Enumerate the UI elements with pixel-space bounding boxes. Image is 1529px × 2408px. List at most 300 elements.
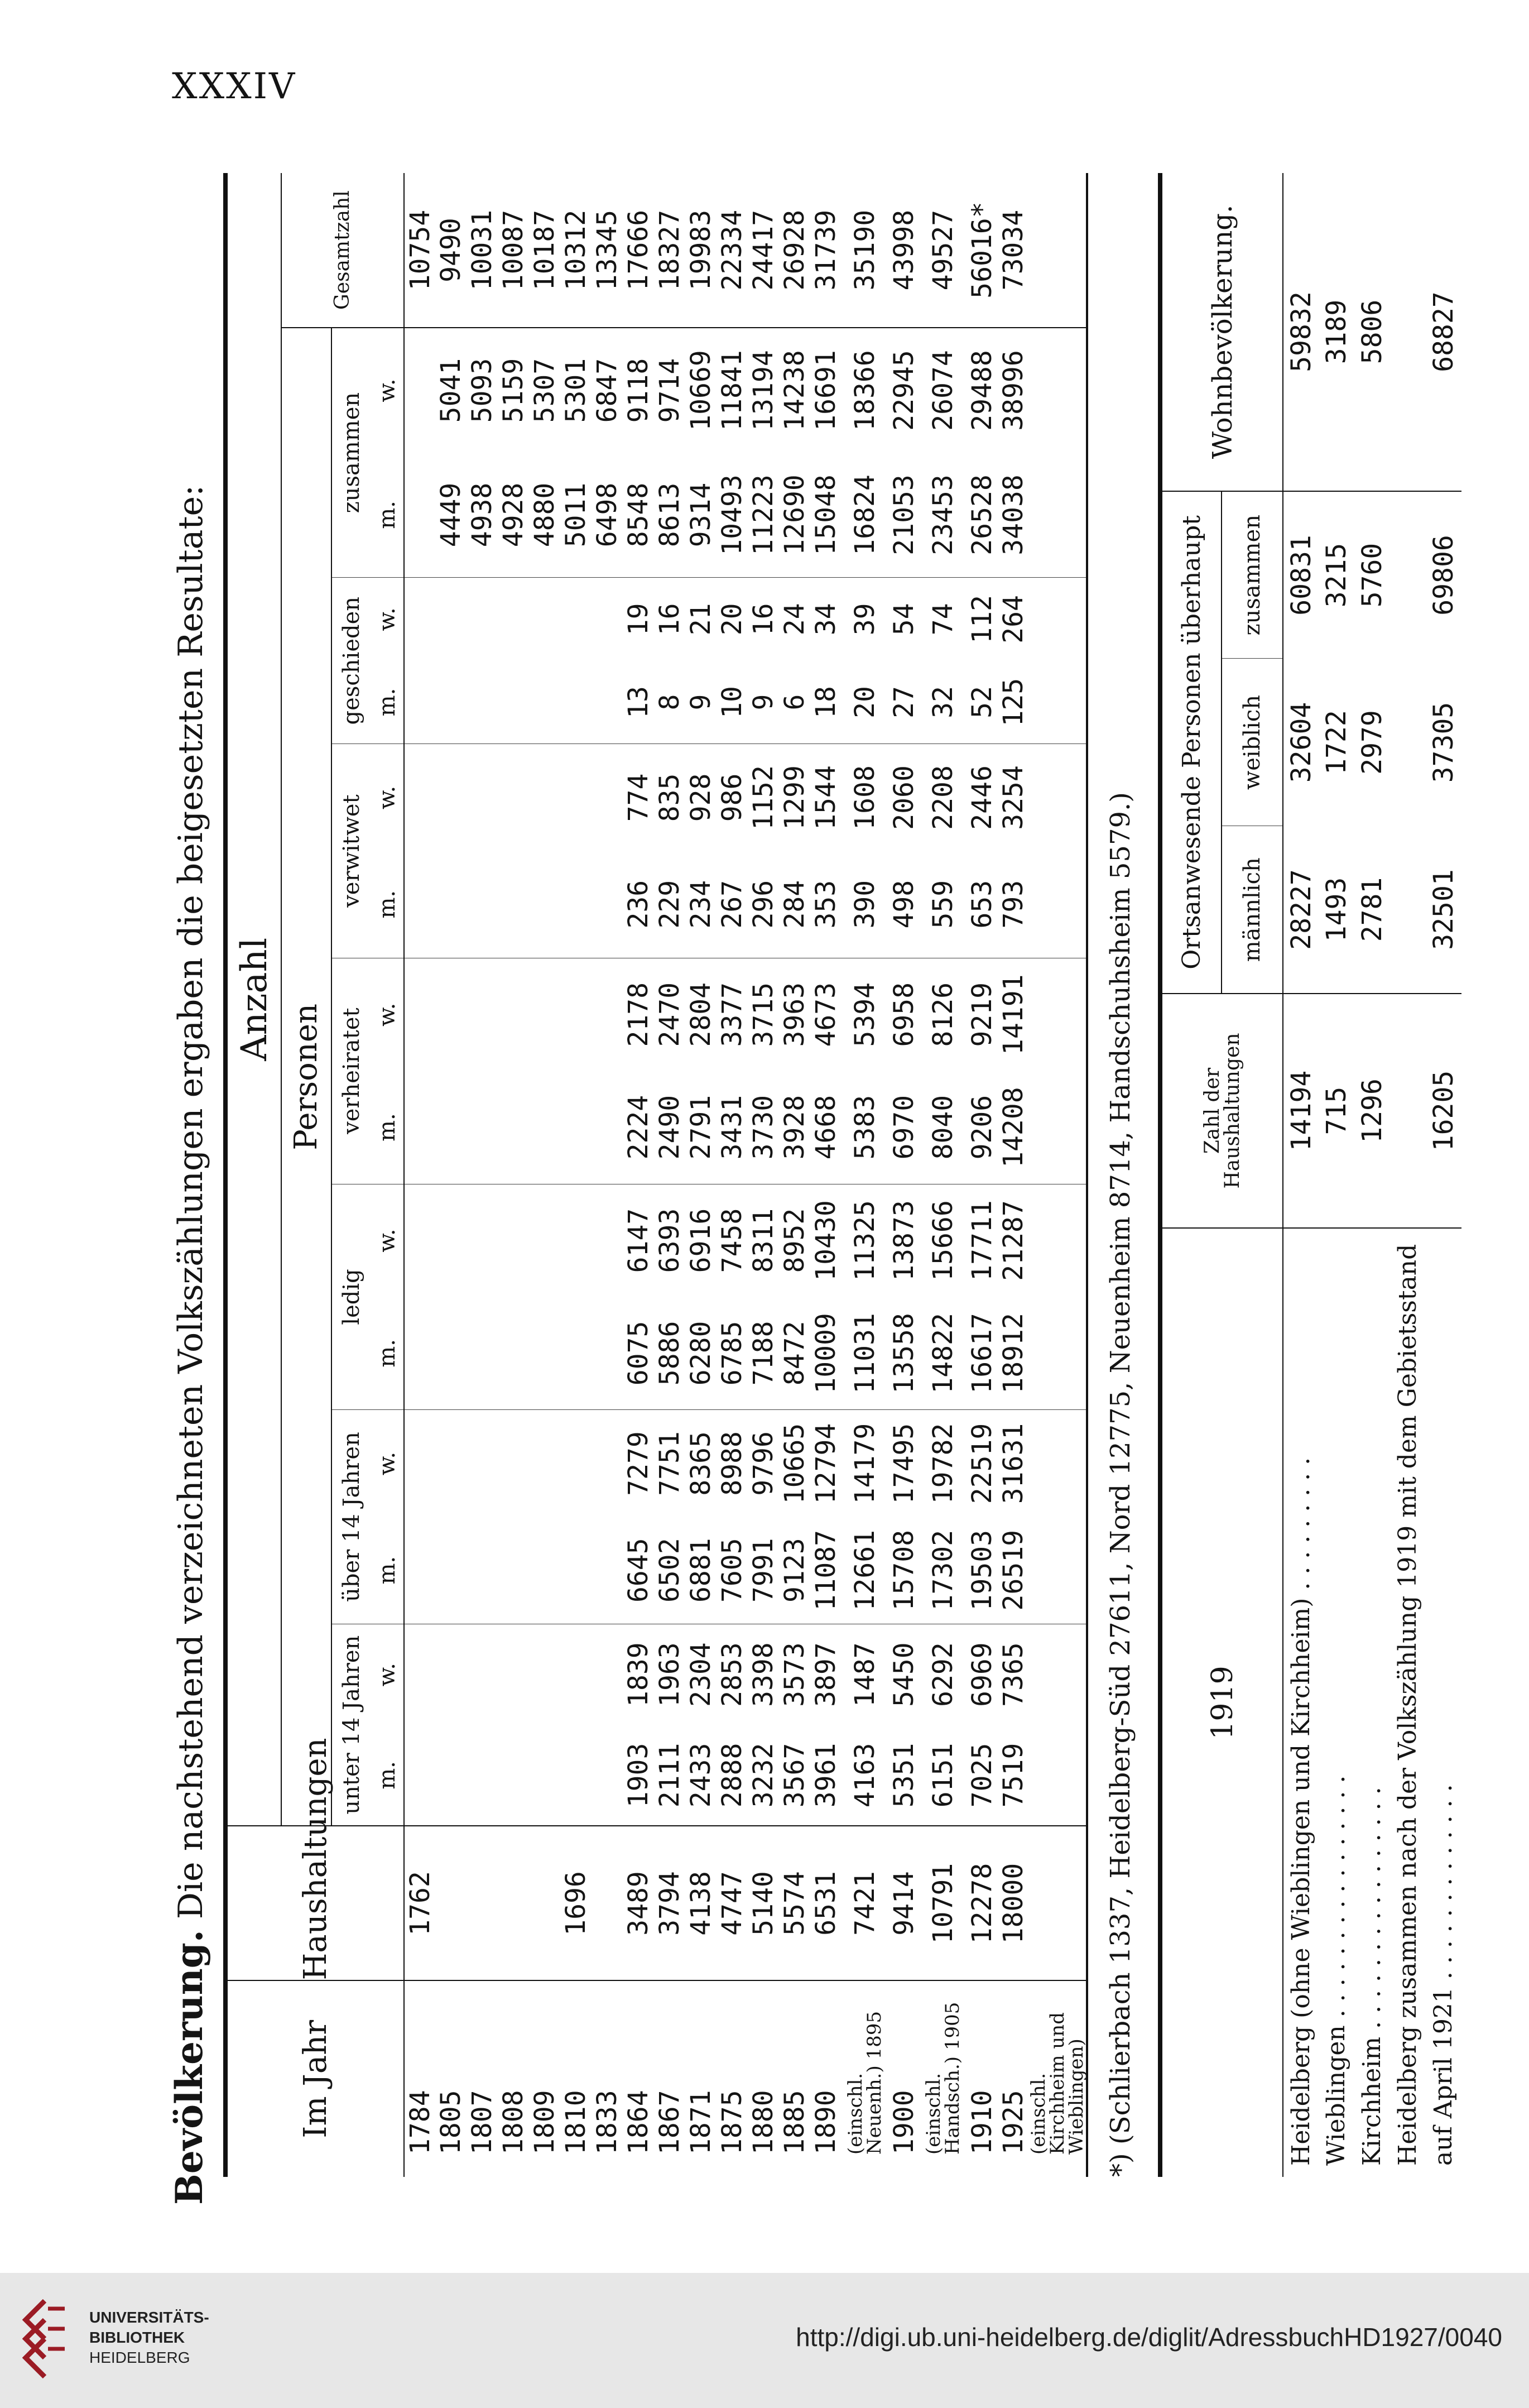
value-cell: 8952 [779, 1208, 810, 1273]
value-cell: 2111 [654, 1743, 685, 1808]
value-cell: 1722 [1321, 710, 1352, 775]
value-cell: 1839 [623, 1642, 654, 1707]
value-cell: 8040 [920, 1071, 967, 1184]
value-cell: 7025 [967, 1743, 998, 1808]
value-cell [529, 744, 560, 851]
value-cell: 14208 [998, 1071, 1029, 1184]
value-cell [1029, 1184, 1087, 1297]
value-cell: 6847 [592, 358, 623, 423]
value-cell: 1296 [1354, 994, 1390, 1228]
value-cell: 2178 [623, 982, 654, 1047]
library-name-line1: UNIVERSITÄTS- [89, 2309, 209, 2326]
value-cell [435, 744, 467, 851]
verheiratet-header: verheiratet [331, 958, 371, 1184]
value-cell: 3232 [748, 1743, 779, 1808]
household-header: Haushaltungen [225, 1826, 404, 1981]
value-cell: 6147 [623, 1208, 654, 1273]
value-cell: 18366 [849, 350, 881, 431]
value-cell: 5886 [654, 1297, 685, 1409]
ueber14-header: über 14 Jahren [331, 1410, 371, 1624]
value-cell: 13873 [888, 1200, 920, 1281]
footer-bar [0, 2273, 1529, 2408]
value-cell: 9123 [779, 1517, 810, 1624]
value-cell: 5574 [779, 1826, 810, 1981]
value-cell: 5041 [435, 358, 467, 423]
value-cell [404, 1517, 435, 1624]
value-cell [592, 578, 623, 661]
value-cell: 7751 [654, 1431, 685, 1496]
value-cell [498, 1725, 529, 1826]
value-cell: 8365 [685, 1431, 717, 1496]
value-cell: 10430 [810, 1200, 842, 1281]
value-cell: 43998 [888, 173, 920, 328]
value-cell [560, 1725, 592, 1826]
value-cell: 5159 [498, 358, 529, 423]
table-row [779, 173, 810, 2177]
value-cell: 34 [810, 603, 842, 636]
value-cell: 1152 [748, 765, 779, 830]
value-cell [1390, 173, 1426, 491]
value-cell [592, 851, 623, 958]
value-cell: 14238 [779, 350, 810, 431]
library-name-line2: BIBLIOTHEK [89, 2329, 185, 2346]
value-cell: 3928 [779, 1071, 810, 1184]
value-cell: 14179 [849, 1423, 881, 1504]
library-logo-icon [22, 2297, 68, 2381]
value-cell: 18000 [998, 1826, 1029, 1981]
value-cell: 24 [779, 603, 810, 636]
value-cell [529, 1826, 560, 1981]
value-cell: 5140 [748, 1826, 779, 1981]
value-cell [404, 1297, 435, 1409]
value-cell: 3897 [810, 1642, 842, 1707]
value-cell: 6 [779, 661, 810, 744]
geschieden-header: geschieden [331, 578, 371, 744]
value-cell [592, 744, 623, 851]
value-cell [592, 1184, 623, 1297]
value-cell: 16691 [810, 350, 842, 431]
year-cell: 1880 [748, 1980, 779, 2177]
unter14-header: unter 14 Jahren [338, 1635, 364, 1815]
year-cell: 1910 [967, 1980, 998, 2177]
value-cell [467, 1297, 498, 1409]
year-cell: 1900 [888, 1980, 920, 2177]
value-cell: 1762 [404, 1826, 435, 1981]
year-cell: 1925 [998, 1980, 1029, 2177]
value-cell: 2224 [623, 1071, 654, 1184]
value-cell: 26519 [998, 1517, 1029, 1624]
sex-subheader: w. [374, 607, 400, 631]
value-cell [529, 1071, 560, 1184]
value-cell: 7188 [748, 1297, 779, 1409]
value-cell: 2888 [717, 1743, 748, 1808]
value-cell: 8988 [717, 1431, 748, 1496]
value-cell [435, 661, 467, 744]
value-cell: 5383 [842, 1071, 888, 1184]
value-cell: 9 [748, 661, 779, 744]
year-cell: 1808 [498, 1980, 529, 2177]
value-cell: 10312 [560, 173, 592, 328]
value-cell [1029, 744, 1087, 851]
value-cell: 10493 [717, 453, 748, 578]
value-cell: 3254 [998, 765, 1029, 830]
source-url-link[interactable]: http://digi.ub.uni-heidelberg.de/diglit/AdressbuchHD1927/0040 [796, 2323, 1502, 2352]
value-cell [498, 1184, 529, 1297]
sex-subheader: m. [374, 1761, 400, 1790]
value-cell: 10031 [467, 173, 498, 328]
table-row [748, 173, 779, 2177]
value-cell: 17666 [623, 173, 654, 328]
table-row [529, 173, 560, 2177]
value-cell: 34038 [998, 453, 1029, 578]
value-cell [435, 1725, 467, 1826]
value-cell: 236 [623, 851, 654, 958]
year-cell: 1807 [467, 1980, 498, 2177]
population-table [223, 173, 1088, 2177]
sex-subheader: m. [371, 1297, 404, 1409]
verwitwet-header: verwitwet [331, 744, 371, 958]
ortsanwesende-header: Ortsanwesende Personen überhaupt [1160, 491, 1222, 994]
value-cell: 32501 [1428, 869, 1459, 950]
value-cell: 73034 [998, 173, 1029, 328]
year-cell: 1867 [654, 1980, 685, 2177]
value-cell: 17495 [888, 1423, 920, 1504]
value-cell [467, 1725, 498, 1826]
value-cell: 653 [967, 851, 998, 958]
library-name-line3: HEIDELBERG [89, 2349, 190, 2366]
sex-subheader: m. [371, 851, 404, 958]
sex-subheader: m. [371, 1071, 404, 1184]
value-cell [1029, 1297, 1087, 1409]
value-cell [467, 578, 498, 661]
library-name [89, 2308, 209, 2368]
year-header: Im Jahr [225, 1980, 404, 2177]
year-cell: 1864 [623, 1980, 654, 2177]
value-cell: 2791 [685, 1071, 717, 1184]
value-cell [1390, 659, 1426, 826]
value-cell: 69806 [1428, 535, 1459, 616]
value-cell: 9796 [748, 1431, 779, 1496]
value-cell: 2433 [685, 1743, 717, 1808]
value-cell: 5351 [888, 1743, 920, 1808]
value-cell [1029, 1517, 1087, 1624]
table-row [1029, 173, 1087, 2177]
place-label: Wieblingen . . . . . . . . . . . . . . . . [1319, 1228, 1354, 2177]
value-cell [498, 958, 529, 1071]
zusammen-1919-header: zusammen [1222, 491, 1283, 659]
value-cell: 264 [998, 595, 1029, 644]
value-cell [435, 578, 467, 661]
value-cell: 10187 [529, 173, 560, 328]
value-cell [560, 1184, 592, 1297]
value-cell [592, 1826, 623, 1981]
value-cell: 4668 [810, 1071, 842, 1184]
value-cell: 38996 [998, 350, 1029, 431]
sex-subheader: w. [374, 785, 400, 810]
value-cell [1029, 173, 1087, 328]
value-cell: 284 [779, 851, 810, 958]
value-cell: 928 [685, 773, 717, 822]
value-cell: 5307 [529, 358, 560, 423]
value-cell: 4928 [498, 453, 529, 578]
value-cell [529, 1297, 560, 1409]
value-cell [498, 1297, 529, 1409]
census-1919-table [1158, 173, 1461, 2177]
value-cell: 17711 [967, 1200, 998, 1281]
value-cell [498, 1071, 529, 1184]
value-cell [592, 661, 623, 744]
value-cell: 8613 [654, 453, 685, 578]
value-cell: 353 [810, 851, 842, 958]
value-cell [435, 1410, 467, 1517]
value-cell [592, 1517, 623, 1624]
value-cell: 1487 [849, 1642, 881, 1707]
value-cell: 6292 [927, 1642, 959, 1707]
value-cell: 2446 [967, 765, 998, 830]
value-cell [404, 1624, 435, 1725]
value-cell: 6970 [888, 1071, 920, 1184]
value-cell: 10009 [810, 1297, 842, 1409]
value-cell [404, 1725, 435, 1826]
value-cell: 13558 [888, 1297, 920, 1409]
value-cell [1029, 578, 1087, 661]
value-cell [467, 661, 498, 744]
place-label: Heidelberg (ohne Wieblingen und Kirchheim) . . . . . . . . . [1283, 1228, 1319, 2177]
value-cell: 3961 [810, 1743, 842, 1808]
place-label: auf April 1921 . . . . . . . . . . . . . [1426, 1228, 1461, 2177]
value-cell [404, 328, 435, 453]
year-cell: (einschl. Kirchheim und Wieblingen) [1029, 1980, 1087, 2177]
value-cell: 16205 [1426, 994, 1461, 1228]
value-cell: 7421 [842, 1826, 888, 1981]
table-row [685, 173, 717, 2177]
value-cell [404, 744, 435, 851]
value-cell: 1903 [623, 1743, 654, 1808]
value-cell [404, 1410, 435, 1517]
sex-subheader: m. [371, 661, 404, 744]
value-cell: 8472 [779, 1297, 810, 1409]
value-cell: 18 [810, 661, 842, 744]
value-cell: 4673 [810, 982, 842, 1047]
value-cell: 498 [888, 851, 920, 958]
value-cell: 16617 [967, 1297, 998, 1409]
anzahl-header: Anzahl [225, 173, 281, 1826]
value-cell [1029, 1826, 1087, 1981]
value-cell: 6958 [888, 982, 920, 1047]
value-cell: 229 [654, 851, 685, 958]
value-cell: 1963 [654, 1642, 685, 1707]
value-cell: 5301 [560, 358, 592, 423]
year-cell: 1805 [435, 1980, 467, 2177]
value-cell [1029, 661, 1087, 744]
value-cell: 7279 [623, 1431, 654, 1496]
value-cell [1029, 1725, 1087, 1826]
table-row [842, 173, 888, 2177]
sex-subheader: w. [374, 1663, 400, 1687]
value-cell: 11031 [842, 1297, 888, 1409]
value-cell: 15666 [927, 1200, 959, 1281]
table-row [435, 173, 467, 2177]
value-cell [467, 1517, 498, 1624]
value-cell [1029, 453, 1087, 578]
value-cell: 9206 [967, 1071, 998, 1184]
value-cell [467, 1624, 498, 1725]
value-cell [560, 1517, 592, 1624]
value-cell: 3730 [748, 1071, 779, 1184]
value-cell: 2490 [654, 1071, 685, 1184]
table-row [967, 173, 998, 2177]
value-cell: 3215 [1321, 543, 1352, 608]
value-cell: 14822 [920, 1297, 967, 1409]
value-cell: 74 [927, 603, 959, 636]
sex-subheader: m. [371, 453, 404, 578]
value-cell: 19983 [685, 173, 717, 328]
value-cell: 35190 [842, 173, 888, 328]
maennlich-header: männlich [1239, 857, 1265, 962]
sex-subheader: w. [374, 1229, 400, 1253]
value-cell [560, 1410, 592, 1517]
value-cell [498, 1517, 529, 1624]
value-cell: 1493 [1321, 877, 1352, 942]
value-cell: 6280 [685, 1297, 717, 1409]
value-cell [404, 453, 435, 578]
value-cell [592, 1410, 623, 1517]
value-cell [560, 578, 592, 661]
value-cell: 23453 [920, 453, 967, 578]
sex-subheader: w. [374, 1451, 400, 1476]
value-cell: 3573 [779, 1642, 810, 1707]
value-cell: 49527 [920, 173, 967, 328]
value-cell: 234 [685, 851, 717, 958]
value-cell: 5093 [467, 358, 498, 423]
value-cell: 19 [623, 603, 654, 636]
value-cell: 13 [623, 661, 654, 744]
value-cell: 8548 [623, 453, 654, 578]
value-cell: 986 [717, 773, 748, 822]
value-cell: 17302 [920, 1517, 967, 1624]
value-cell: 296 [748, 851, 779, 958]
value-cell [435, 1624, 467, 1725]
weiblich-header: weiblich [1222, 659, 1283, 826]
value-cell: 12278 [967, 1826, 998, 1981]
page-number: XXXIV [172, 66, 297, 107]
value-cell: 3398 [748, 1642, 779, 1707]
value-cell: 26928 [779, 173, 810, 328]
value-cell: 9219 [967, 982, 998, 1047]
value-cell: 9714 [654, 358, 685, 423]
footnote: *) (Schlierbach 1337, Heidelberg-Süd 27611, Nord 12775, Neuenheim 8714, Handschuhsheim 5579.) [1105, 792, 1136, 2177]
value-cell: 1696 [560, 1826, 592, 1981]
value-cell: 8 [654, 661, 685, 744]
value-cell: 31631 [998, 1423, 1029, 1504]
year-cell: (einschl. Handsch.) 1905 [920, 1980, 967, 2177]
value-cell [560, 1071, 592, 1184]
wohnbevoelkerung-header: Wohnbevölkerung. [1160, 173, 1283, 491]
zusammen-header: zusammen [331, 328, 371, 577]
value-cell: 774 [623, 773, 654, 822]
year-cell: (einschl. Neuenh.) 1895 [842, 1980, 888, 2177]
value-cell: 15708 [888, 1517, 920, 1624]
year-cell: 1871 [685, 1980, 717, 2177]
table-1919-row [1390, 173, 1426, 2177]
value-cell: 4449 [435, 453, 467, 578]
table-row [498, 173, 529, 2177]
year-cell: 1875 [717, 1980, 748, 2177]
table-row [560, 173, 592, 2177]
value-cell: 32604 [1285, 702, 1317, 783]
value-cell: 27 [888, 661, 920, 744]
value-cell [435, 1071, 467, 1184]
value-cell [498, 661, 529, 744]
value-cell [404, 1184, 435, 1297]
ledig-header: ledig [331, 1184, 371, 1410]
value-cell: 7519 [998, 1743, 1029, 1808]
value-cell: 16 [748, 603, 779, 636]
value-cell: 9 [685, 661, 717, 744]
value-cell: 10669 [685, 350, 717, 431]
sex-subheader: m. [371, 1517, 404, 1624]
value-cell: 6498 [592, 453, 623, 578]
personen-header: Personen [281, 328, 331, 1826]
value-cell: 6502 [654, 1517, 685, 1624]
value-cell [467, 1071, 498, 1184]
value-cell: 14191 [998, 974, 1029, 1055]
year-cell: 1885 [779, 1980, 810, 2177]
value-cell [592, 1624, 623, 1725]
value-cell [592, 1297, 623, 1409]
value-cell: 18912 [998, 1297, 1029, 1409]
value-cell: 10791 [920, 1826, 967, 1981]
value-cell: 7991 [748, 1517, 779, 1624]
value-cell: 1608 [849, 765, 881, 830]
table-row [717, 173, 748, 2177]
value-cell: 10087 [498, 173, 529, 328]
gesamtzahl-header: Gesamtzahl [281, 173, 404, 328]
value-cell [498, 1624, 529, 1725]
value-cell [560, 851, 592, 958]
value-cell: 125 [998, 661, 1029, 744]
value-cell: 559 [920, 851, 967, 958]
value-cell: 6881 [685, 1517, 717, 1624]
value-cell: 3489 [623, 1826, 654, 1981]
value-cell: 6645 [623, 1517, 654, 1624]
value-cell: 13345 [592, 173, 623, 328]
value-cell [529, 958, 560, 1071]
value-cell [498, 578, 529, 661]
value-cell [529, 578, 560, 661]
value-cell: 9414 [888, 1826, 920, 1981]
value-cell: 267 [717, 851, 748, 958]
value-cell: 26074 [927, 350, 959, 431]
value-cell: 5806 [1354, 173, 1390, 491]
value-cell: 16824 [842, 453, 888, 578]
value-cell [404, 661, 435, 744]
value-cell: 9490 [435, 173, 467, 328]
value-cell [592, 958, 623, 1071]
value-cell: 2060 [888, 765, 920, 830]
table-row [623, 173, 654, 2177]
table-1919-row [1283, 173, 1319, 2177]
value-cell [1029, 958, 1087, 1071]
value-cell: 24417 [748, 173, 779, 328]
table-1919-row [1426, 173, 1461, 2177]
value-cell: 6916 [685, 1208, 717, 1273]
year-cell: 1890 [810, 1980, 842, 2177]
value-cell: 4163 [849, 1743, 881, 1808]
value-cell: 11841 [717, 350, 748, 431]
value-cell: 3189 [1319, 173, 1354, 491]
year-cell: 1810 [560, 1980, 592, 2177]
